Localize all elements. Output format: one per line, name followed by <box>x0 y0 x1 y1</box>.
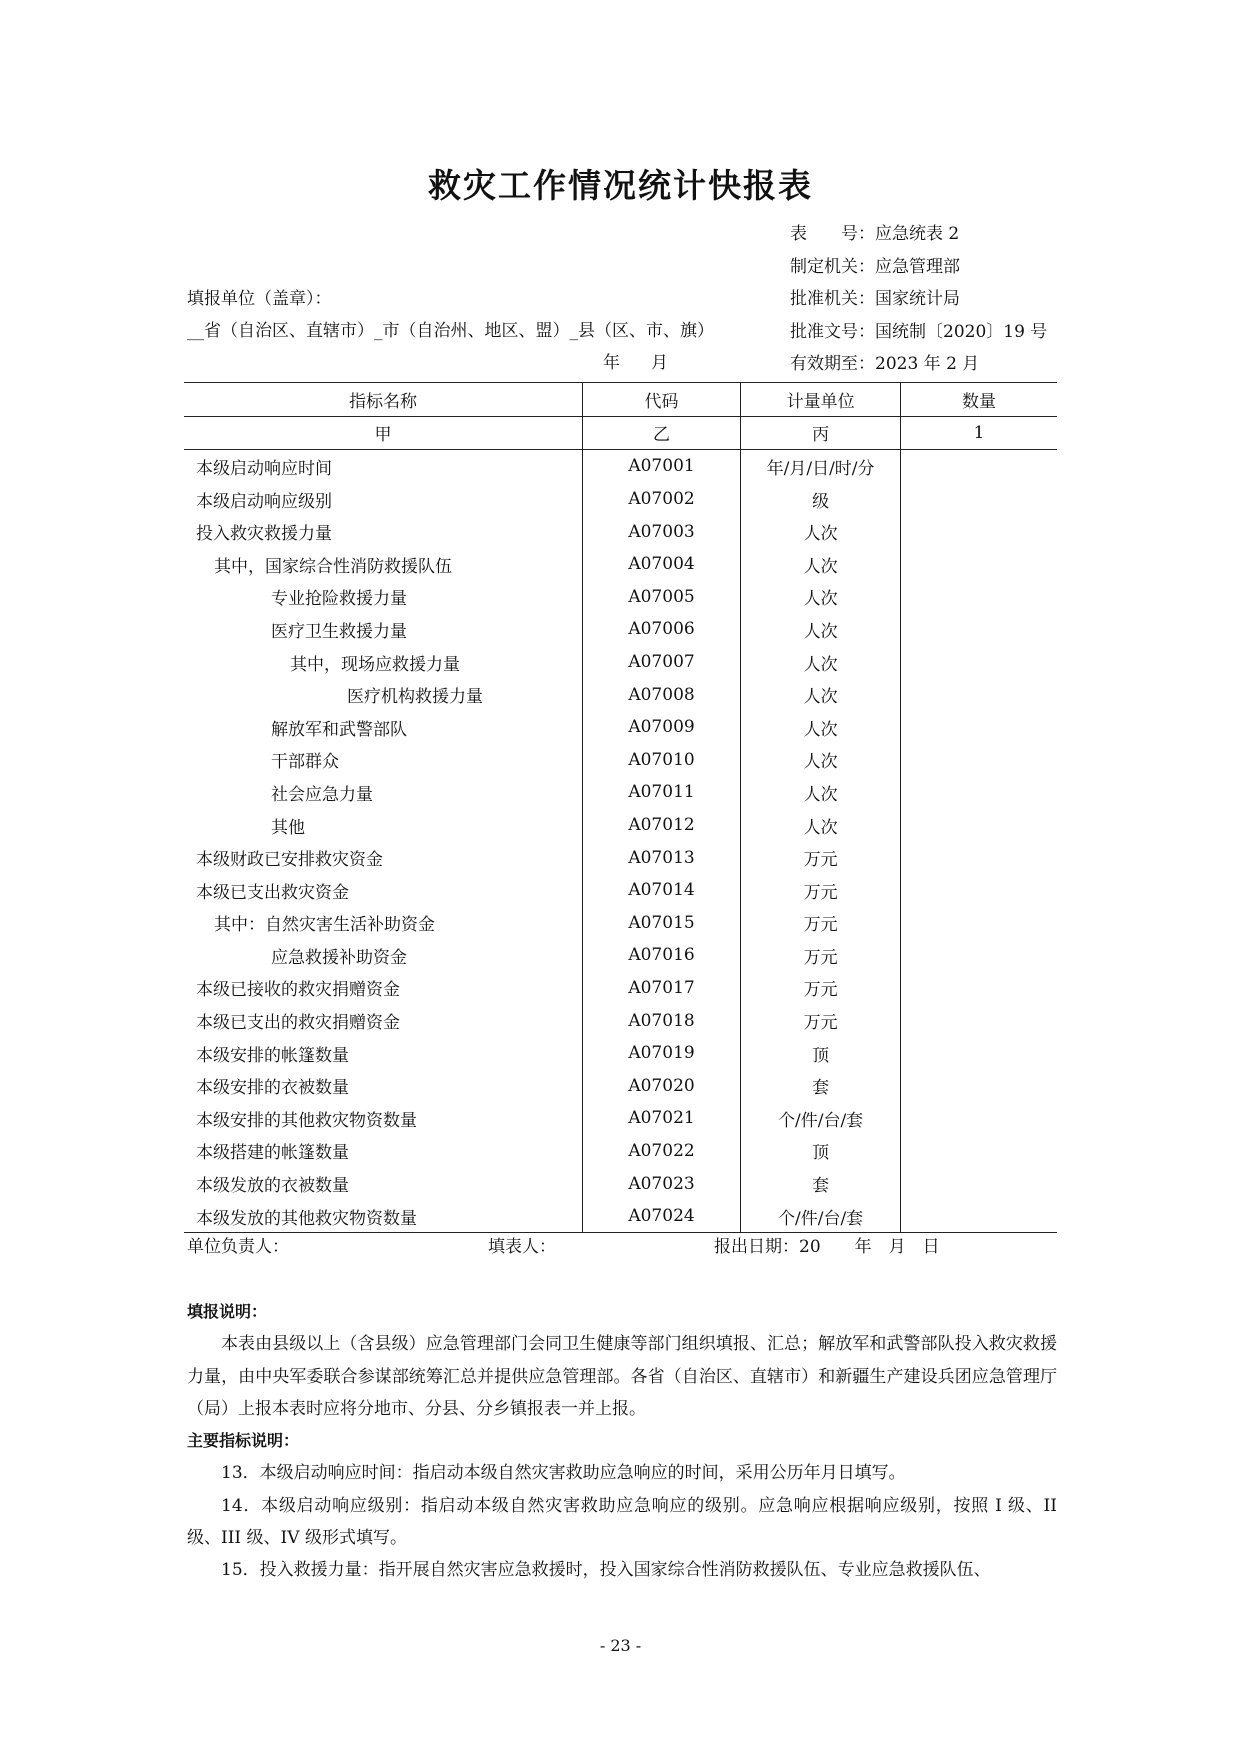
row-name: 本级已支出的救灾捐赠资金 <box>196 1013 400 1034</box>
page-number: - 23 - <box>599 1636 642 1655</box>
row-unit: 人次 <box>741 678 901 711</box>
row-unit: 年/月/日/时/分 <box>741 450 901 483</box>
table-row <box>184 776 1057 809</box>
row-unit: 人次 <box>741 548 901 581</box>
table-row <box>184 1135 1057 1168</box>
row-unit: 顶 <box>741 1135 901 1168</box>
row-code: A07006 <box>582 613 740 646</box>
row-unit: 个/件/台/套 <box>741 1102 901 1135</box>
row-quantity-cell[interactable] <box>901 678 1057 711</box>
row-name: 其中，国家综合性消防救援队伍 <box>214 556 452 577</box>
fill-instructions-heading: 填报说明： <box>187 1302 268 1321</box>
table-subheader-row <box>184 416 1057 450</box>
row-code: A07007 <box>582 646 740 679</box>
row-name: 本级已接收的救灾捐赠资金 <box>196 980 400 1001</box>
row-unit: 人次 <box>741 744 901 777</box>
row-unit: 人次 <box>741 613 901 646</box>
notes-section <box>187 1296 1057 1587</box>
row-quantity-cell[interactable] <box>901 1200 1057 1233</box>
row-name: 本级发放的衣被数量 <box>196 1176 349 1197</box>
row-unit: 万元 <box>741 972 901 1005</box>
table-row <box>184 450 1057 483</box>
table-row <box>184 809 1057 842</box>
row-code: A07009 <box>582 711 740 744</box>
row-unit: 万元 <box>741 939 901 972</box>
row-unit: 套 <box>741 1069 901 1102</box>
table-row <box>184 972 1057 1005</box>
fill-instructions-text: 本表由县级以上（含县级）应急管理部门会同卫生健康等部门组织填报、汇总；解放军和武警部队投入救灾救援力量，由中央军委联合参谋部统筹汇总并提供应急管理部。各省（自治区、直辖市）和新疆生产建设兵团应急管理厅（局）上报本表时应将分地市、分县、分乡镇报表一并上报。 <box>187 1334 1057 1419</box>
row-code: A07010 <box>582 744 740 777</box>
row-code: A07019 <box>582 1037 740 1070</box>
row-name: 本级安排的帐篷数量 <box>196 1045 349 1066</box>
header-quantity: 数量 <box>901 383 1057 417</box>
row-name: 本级启动响应时间 <box>196 458 332 479</box>
form-meta <box>790 218 1047 381</box>
row-name: 解放军和武警部队 <box>271 719 407 740</box>
table-row <box>184 744 1057 777</box>
row-unit: 人次 <box>741 711 901 744</box>
year-label: 年 <box>603 353 620 373</box>
row-code: A07024 <box>582 1200 740 1233</box>
approval-document-number: 批准文号：国统制〔2020〕19 号 <box>790 321 1048 342</box>
table-row <box>184 548 1057 581</box>
issuing-agency: 制定机关：应急管理部 <box>790 256 960 277</box>
subheader-bing: 丙 <box>741 416 901 450</box>
table-row <box>184 1004 1057 1037</box>
row-name: 其他 <box>271 817 305 838</box>
row-quantity-cell[interactable] <box>901 1069 1057 1102</box>
table-row <box>184 1167 1057 1200</box>
row-name: 其中：自然灾害生活补助资金 <box>214 915 435 936</box>
filling-unit-label: 填报单位（盖章）： <box>187 289 332 309</box>
row-code: A07023 <box>582 1167 740 1200</box>
table-row <box>184 711 1057 744</box>
row-quantity-cell[interactable] <box>901 581 1057 614</box>
note-item: 15．投入救援力量：指开展自然灾害应急救援时，投入国家综合性消防救援队伍、专业应急救援队伍、 <box>221 1560 991 1581</box>
row-quantity-cell[interactable] <box>901 939 1057 972</box>
row-quantity-cell[interactable] <box>901 744 1057 777</box>
main-indicators-heading: 主要指标说明： <box>187 1431 300 1451</box>
row-name: 社会应急力量 <box>271 784 373 805</box>
table-row <box>184 939 1057 972</box>
subheader-yi: 乙 <box>582 416 740 450</box>
row-code: A07002 <box>582 483 740 516</box>
row-name: 医疗机构救援力量 <box>347 687 483 708</box>
row-code: A07001 <box>582 450 740 483</box>
table-row <box>184 841 1057 874</box>
row-unit: 万元 <box>741 841 901 874</box>
row-code: A07022 <box>582 1135 740 1168</box>
statistics-table <box>184 382 1057 1233</box>
form-filler-label: 填表人： <box>488 1237 556 1257</box>
row-unit: 套 <box>741 1167 901 1200</box>
table-row <box>184 874 1057 907</box>
row-unit: 人次 <box>741 515 901 548</box>
row-quantity-cell[interactable] <box>901 646 1057 679</box>
subheader-jia: 甲 <box>184 416 582 450</box>
header-unit: 计量单位 <box>741 383 901 417</box>
row-quantity-cell[interactable] <box>901 1004 1057 1037</box>
row-quantity-cell[interactable] <box>901 711 1057 744</box>
row-code: A07012 <box>582 809 740 842</box>
row-code: A07004 <box>582 548 740 581</box>
row-code: A07021 <box>582 1102 740 1135</box>
row-code: A07014 <box>582 874 740 907</box>
table-number: 表 号：应急统表 2 <box>790 224 960 244</box>
table-row <box>184 646 1057 679</box>
row-code: A07015 <box>582 907 740 940</box>
month-label: 月 <box>651 353 668 373</box>
table-row <box>184 581 1057 614</box>
row-quantity-cell[interactable] <box>901 483 1057 516</box>
row-name: 本级启动响应级别 <box>196 491 332 512</box>
responsible-person-label: 单位负责人： <box>187 1237 289 1257</box>
row-quantity-cell[interactable] <box>901 907 1057 940</box>
row-code: A07003 <box>582 515 740 548</box>
row-quantity-cell[interactable] <box>901 972 1057 1005</box>
table-row <box>184 678 1057 711</box>
row-quantity-cell[interactable] <box>901 1102 1057 1135</box>
header-indicator-name: 指标名称 <box>184 383 582 417</box>
row-quantity-cell[interactable] <box>901 548 1057 581</box>
valid-until: 有效期至：2023 年 2 月 <box>790 354 980 374</box>
row-code: A07011 <box>582 776 740 809</box>
row-quantity-cell[interactable] <box>901 841 1057 874</box>
row-quantity-cell[interactable] <box>901 1167 1057 1200</box>
row-quantity-cell[interactable] <box>901 450 1057 483</box>
row-code: A07018 <box>582 1004 740 1037</box>
row-unit: 人次 <box>741 776 901 809</box>
row-name: 投入救灾救援力量 <box>196 524 332 545</box>
row-unit: 顶 <box>741 1037 901 1070</box>
table-row <box>184 483 1057 516</box>
row-name: 本级发放的其他救灾物资数量 <box>196 1208 417 1229</box>
report-date-label: 报出日期：20 年 月 日 <box>714 1237 940 1257</box>
table-row <box>184 1200 1057 1233</box>
row-code: A07013 <box>582 841 740 874</box>
row-quantity-cell[interactable] <box>901 809 1057 842</box>
row-quantity-cell[interactable] <box>901 613 1057 646</box>
table-header-row <box>184 383 1057 417</box>
page-title: 救灾工作情况统计快报表 <box>428 166 813 205</box>
row-name: 本级已支出救灾资金 <box>196 882 349 903</box>
note-item: 14．本级启动响应级别：指启动本级自然灾害救助应急响应的级别。应急响应根据响应级别，按照 I 级、II 级、III 级、IV 级形式填写。 <box>187 1495 1057 1549</box>
row-unit: 人次 <box>741 581 901 614</box>
row-code: A07005 <box>582 581 740 614</box>
table-row <box>184 907 1057 940</box>
row-quantity-cell[interactable] <box>901 874 1057 907</box>
row-unit: 万元 <box>741 1004 901 1037</box>
table-row <box>184 515 1057 548</box>
row-quantity-cell[interactable] <box>901 1037 1057 1070</box>
row-name: 其中，现场应救援力量 <box>290 654 460 675</box>
table-row <box>184 613 1057 646</box>
header-code: 代码 <box>582 383 740 417</box>
row-unit: 个/件/台/套 <box>741 1200 901 1233</box>
row-code: A07016 <box>582 939 740 972</box>
row-code: A07020 <box>582 1069 740 1102</box>
row-code: A07017 <box>582 972 740 1005</box>
row-unit: 级 <box>741 483 901 516</box>
row-unit: 人次 <box>741 646 901 679</box>
table-row <box>184 1037 1057 1070</box>
row-name: 干部群众 <box>271 752 339 773</box>
row-quantity-cell[interactable] <box>901 776 1057 809</box>
row-name: 医疗卫生救援力量 <box>271 621 407 642</box>
row-name: 本级安排的衣被数量 <box>196 1078 349 1099</box>
row-name: 本级财政已安排救灾资金 <box>196 850 383 871</box>
table-row <box>184 1102 1057 1135</box>
row-unit: 万元 <box>741 907 901 940</box>
row-quantity-cell[interactable] <box>901 1135 1057 1168</box>
note-item: 13．本级启动响应时间：指启动本级自然灾害救助应急响应的时间，采用公历年月日填写。 <box>221 1463 906 1484</box>
row-unit: 万元 <box>741 874 901 907</box>
row-code: A07008 <box>582 678 740 711</box>
row-name: 本级安排的其他救灾物资数量 <box>196 1110 417 1131</box>
row-name: 本级搭建的帐篷数量 <box>196 1143 349 1164</box>
row-name: 应急救援补助资金 <box>271 947 407 968</box>
row-name: 专业抢险救援力量 <box>271 589 407 610</box>
region-line: __省（自治区、直辖市）_市（自治州、地区、盟）_县（区、市、旗） <box>187 321 714 341</box>
subheader-1: 1 <box>901 416 1057 450</box>
approving-agency: 批准机关：国家统计局 <box>790 289 960 309</box>
row-quantity-cell[interactable] <box>901 515 1057 548</box>
table-row <box>184 1069 1057 1102</box>
row-unit: 人次 <box>741 809 901 842</box>
